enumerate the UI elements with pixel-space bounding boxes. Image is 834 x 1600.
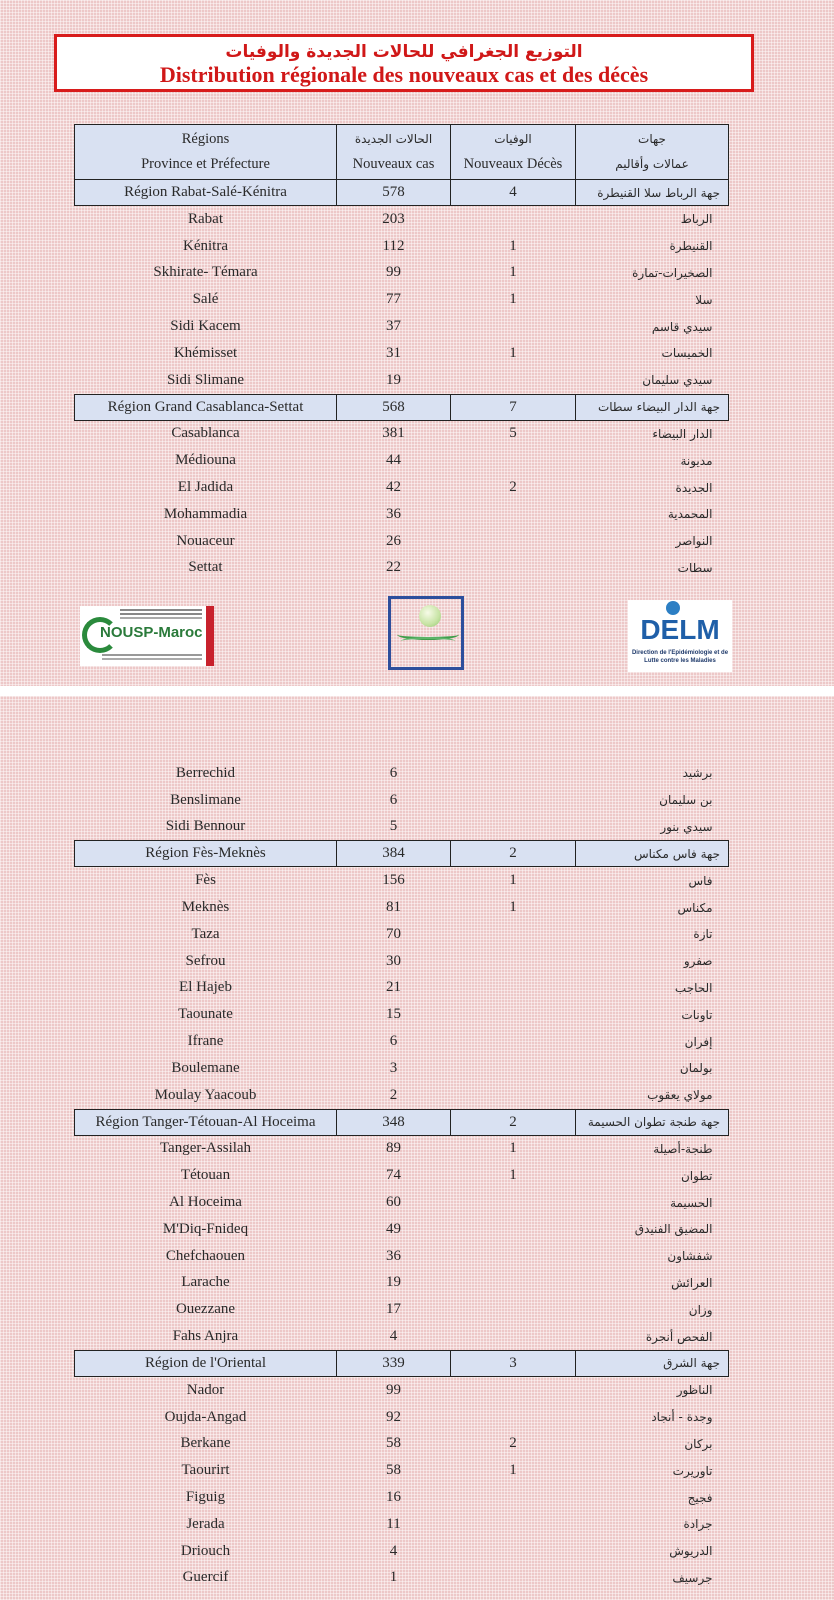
cell-new-deaths xyxy=(451,787,576,814)
title-box xyxy=(54,34,754,92)
cell-location-ar: بركان xyxy=(684,1436,713,1451)
cell-location-ar: بولمان xyxy=(679,1061,713,1076)
cell-new-cases: 112 xyxy=(382,237,405,254)
cell-new-deaths: 2 xyxy=(451,841,576,867)
cell-new-deaths: 1 xyxy=(509,1462,517,1479)
header-new-cases xyxy=(337,125,451,180)
cell-new-deaths: 4 xyxy=(451,180,576,206)
cell-new-deaths xyxy=(451,1028,576,1055)
cell-new-deaths xyxy=(451,1270,576,1297)
document-page-1 xyxy=(0,0,834,686)
cell-location-fr: Settat xyxy=(188,559,223,576)
table-row xyxy=(75,528,729,555)
cell-location-fr: Taza xyxy=(191,925,220,942)
header-regions-ar-line1: جهات xyxy=(638,132,666,146)
cell-location-ar: الصخيرات-تمارة xyxy=(632,265,713,280)
cell-location-ar: المحمدية xyxy=(667,507,713,522)
table-row xyxy=(75,286,729,313)
cell-location-fr: Région Fès-Meknès xyxy=(75,841,337,867)
cell-location-fr: Nouaceur xyxy=(176,532,235,549)
table-row xyxy=(75,474,729,501)
cell-location-fr: Sidi Bennour xyxy=(165,818,246,835)
cell-new-cases: 6 xyxy=(389,791,398,808)
table-row xyxy=(75,447,729,474)
cell-new-deaths: 1 xyxy=(509,1167,517,1184)
table-row xyxy=(75,1189,729,1216)
header-regions-ar-line2: عمالات وأقاليم xyxy=(615,157,689,171)
delm-logo xyxy=(628,600,732,672)
cell-new-cases: 81 xyxy=(386,899,401,916)
cell-location-ar: سطات xyxy=(677,560,713,575)
table-row xyxy=(75,1216,729,1243)
table-header-row xyxy=(75,125,729,180)
cell-new-deaths: 3 xyxy=(451,1350,576,1376)
delm-dot-icon xyxy=(666,601,680,615)
table-row xyxy=(75,787,729,814)
cell-new-cases: 4 xyxy=(389,1328,398,1345)
document-page-2 xyxy=(0,696,834,1600)
cell-new-cases: 19 xyxy=(386,1274,401,1291)
cell-location-ar: النواصر xyxy=(675,534,713,549)
cell-location-ar: برشيد xyxy=(682,766,713,781)
cell-location-ar: فاس xyxy=(688,873,713,888)
cell-new-cases: 1 xyxy=(389,1569,398,1586)
cell-location-fr: Skhirate- Témara xyxy=(153,264,258,281)
table-row xyxy=(75,206,729,233)
cell-new-deaths: 1 xyxy=(509,1140,517,1157)
cell-location-ar: جهة فاس مكناس xyxy=(576,841,729,867)
cell-location-ar: جرسيف xyxy=(672,1570,713,1585)
cell-new-cases: 99 xyxy=(386,264,401,281)
cell-new-cases: 21 xyxy=(386,979,401,996)
cell-location-fr: Région Rabat-Salé-Kénitra xyxy=(75,180,337,206)
table-row xyxy=(75,948,729,975)
cell-new-deaths xyxy=(451,1216,576,1243)
table-row xyxy=(75,1323,729,1350)
cell-new-deaths xyxy=(451,1323,576,1350)
cell-new-cases: 4 xyxy=(389,1542,398,1559)
title-arabic: التوزيع الجغرافي للحالات الجديدة والوفيات xyxy=(225,42,583,62)
header-new-cases-ar: الحالات الجديدة xyxy=(354,132,433,146)
cell-location-fr: El Jadida xyxy=(177,479,234,496)
table-row xyxy=(75,1270,729,1297)
table-row xyxy=(75,1162,729,1189)
cell-new-cases: 37 xyxy=(386,318,401,335)
cell-new-deaths xyxy=(451,1538,576,1565)
cell-location-fr: Al Hoceima xyxy=(169,1194,242,1211)
cell-new-deaths xyxy=(451,1082,576,1109)
cell-location-ar: القنيطرة xyxy=(669,239,713,254)
cell-location-ar: العرائش xyxy=(671,1275,713,1290)
cell-location-ar: المضيق الفنيدق xyxy=(634,1222,713,1237)
table-row xyxy=(75,1565,729,1592)
cell-location-fr: Figuig xyxy=(185,1489,226,1506)
table-row xyxy=(75,1457,729,1484)
cell-new-deaths: 1 xyxy=(509,899,517,916)
table-row xyxy=(75,867,729,894)
cell-location-fr: Ouezzane xyxy=(175,1301,236,1318)
cell-new-deaths xyxy=(451,313,576,340)
cell-new-deaths xyxy=(451,1565,576,1592)
table-row xyxy=(75,501,729,528)
cell-location-fr: Tétouan xyxy=(180,1167,231,1184)
cell-location-ar: الناظور xyxy=(676,1383,713,1398)
header-regions-line2: Province et Préfecture xyxy=(141,156,270,172)
cell-location-ar: الدريوش xyxy=(669,1544,713,1559)
cell-new-cases: 381 xyxy=(382,425,405,442)
cell-location-fr: Taounate xyxy=(178,1006,233,1023)
cell-new-cases: 26 xyxy=(386,532,401,549)
cell-new-deaths: 1 xyxy=(509,344,517,361)
cell-location-ar: سيدي قاسم xyxy=(651,319,713,334)
region-row xyxy=(75,841,729,867)
cell-new-cases: 339 xyxy=(337,1350,451,1376)
emblem-globe-icon xyxy=(419,605,441,627)
title-french: Distribution régionale des nouveaux cas et des décès xyxy=(159,62,649,87)
table-row xyxy=(75,1001,729,1028)
cell-new-deaths xyxy=(451,1001,576,1028)
cell-new-deaths: 2 xyxy=(509,1435,517,1452)
cell-new-deaths xyxy=(451,501,576,528)
cell-location-fr: Salé xyxy=(192,291,219,308)
cell-location-fr: Berrechid xyxy=(175,764,236,781)
cell-location-fr: Médiouna xyxy=(175,452,236,469)
cell-new-cases: 203 xyxy=(382,210,405,227)
cell-location-ar: جهة الشرق xyxy=(576,1350,729,1376)
cell-new-cases: 92 xyxy=(386,1408,401,1425)
table-row xyxy=(75,760,729,787)
cell-location-ar: جهة الرباط سلا القنيطرة xyxy=(576,180,729,206)
cell-new-cases: 58 xyxy=(386,1462,401,1479)
cell-new-cases: 42 xyxy=(386,479,401,496)
delm-logo-subtitle: Direction de l'Epidémiologie et de Lutte contre les Maladies xyxy=(631,650,729,664)
table-row xyxy=(75,420,729,447)
cell-location-ar: تاوريرت xyxy=(672,1463,713,1478)
cell-new-cases: 348 xyxy=(337,1109,451,1135)
cell-new-cases: 70 xyxy=(386,925,401,942)
cell-new-cases: 30 xyxy=(386,952,401,969)
ministry-emblem-logo xyxy=(388,596,464,670)
cell-location-fr: Ifrane xyxy=(187,1033,224,1050)
header-new-cases-fr: Nouveaux cas xyxy=(352,156,435,172)
cell-location-fr: Oujda-Angad xyxy=(164,1408,247,1425)
table-row xyxy=(75,1028,729,1055)
header-regions-line1: Régions xyxy=(181,131,230,147)
cell-new-deaths xyxy=(451,921,576,948)
cell-new-cases: 384 xyxy=(337,841,451,867)
cell-new-cases: 578 xyxy=(337,180,451,206)
cell-location-fr: Mohammadia xyxy=(163,505,248,522)
table-row xyxy=(75,260,729,287)
table-row xyxy=(75,1538,729,1565)
cell-location-fr: El Hajeb xyxy=(179,979,232,996)
cell-location-fr: Casablanca xyxy=(171,425,240,442)
cell-new-cases: 6 xyxy=(389,764,398,781)
cell-new-deaths xyxy=(451,528,576,555)
cell-new-cases: 156 xyxy=(382,872,405,889)
cell-new-deaths: 1 xyxy=(509,291,517,308)
table-row xyxy=(75,233,729,260)
cell-location-ar: الدار البيضاء xyxy=(652,426,713,441)
cell-location-fr: Kénitra xyxy=(183,237,228,254)
cell-location-ar: وجدة - أنجاد xyxy=(651,1410,713,1425)
cell-new-cases: 58 xyxy=(386,1435,401,1452)
table-row xyxy=(75,814,729,841)
cell-location-ar: مولاي يعقوب xyxy=(647,1088,713,1103)
cell-new-deaths: 2 xyxy=(451,1109,576,1135)
region-row xyxy=(75,394,729,420)
cell-location-fr: Chefchaouen xyxy=(165,1247,246,1264)
cell-new-deaths xyxy=(451,206,576,233)
cell-new-cases: 99 xyxy=(386,1381,401,1398)
cell-location-fr: Tanger-Assilah xyxy=(159,1140,252,1157)
cell-new-deaths xyxy=(451,1484,576,1511)
page-separator xyxy=(0,686,834,696)
cell-new-cases: 17 xyxy=(386,1301,401,1318)
cell-location-ar: سيدي بنور xyxy=(660,819,713,834)
cell-location-fr: Guercif xyxy=(182,1569,229,1586)
table-row xyxy=(75,1243,729,1270)
cell-new-cases: 36 xyxy=(386,505,401,522)
cell-new-cases: 49 xyxy=(386,1220,401,1237)
cell-location-fr: Khémisset xyxy=(173,344,238,361)
cell-new-deaths xyxy=(451,948,576,975)
table-row xyxy=(75,555,729,582)
cell-location-fr: Larache xyxy=(181,1274,230,1291)
cell-new-cases: 60 xyxy=(386,1194,401,1211)
cell-new-deaths xyxy=(451,1511,576,1538)
cell-new-cases: 31 xyxy=(386,344,401,361)
cell-new-deaths: 1 xyxy=(509,264,517,281)
cell-location-fr: Nador xyxy=(186,1381,225,1398)
cell-location-fr: Jerada xyxy=(186,1515,225,1532)
cell-new-cases: 74 xyxy=(386,1167,401,1184)
table-row xyxy=(75,1082,729,1109)
table-row xyxy=(75,367,729,394)
table-row xyxy=(75,1376,729,1403)
cell-location-ar: فجيج xyxy=(687,1490,713,1505)
cell-location-ar: مكناس xyxy=(677,900,713,915)
table-row xyxy=(75,1484,729,1511)
cell-location-fr: Fahs Anjra xyxy=(172,1328,239,1345)
table-row xyxy=(75,1296,729,1323)
cell-new-cases: 15 xyxy=(386,1006,401,1023)
cell-location-ar: صفرو xyxy=(683,954,713,969)
cell-location-ar: جهة طنجة تطوان الحسيمة xyxy=(576,1109,729,1135)
cell-new-cases: 77 xyxy=(386,291,401,308)
cell-location-fr: Sidi Slimane xyxy=(166,371,245,388)
cell-new-deaths xyxy=(451,1376,576,1403)
table-row xyxy=(75,1135,729,1162)
cell-location-ar: الجديدة xyxy=(675,480,713,495)
cell-location-ar: الفحص أنجرة xyxy=(645,1329,713,1344)
cell-new-cases: 16 xyxy=(386,1489,401,1506)
cell-new-deaths: 5 xyxy=(509,425,517,442)
cell-location-fr: Meknès xyxy=(181,899,230,916)
cell-new-cases: 19 xyxy=(386,371,401,388)
table-row xyxy=(75,313,729,340)
cell-location-fr: Berkane xyxy=(180,1435,231,1452)
cell-new-deaths xyxy=(451,1296,576,1323)
cell-new-cases: 2 xyxy=(389,1086,398,1103)
cell-location-ar: شفشاون xyxy=(667,1249,713,1264)
distribution-table-part-2 xyxy=(74,760,729,1591)
cell-location-ar: تطوان xyxy=(680,1168,713,1183)
cell-new-cases: 11 xyxy=(386,1515,401,1532)
cell-location-fr: Sidi Kacem xyxy=(170,318,241,335)
cell-location-ar: الحاجب xyxy=(674,980,713,995)
header-regions-ar xyxy=(576,125,729,180)
table-row xyxy=(75,340,729,367)
region-row xyxy=(75,180,729,206)
nousp-maroc-logo xyxy=(80,606,214,666)
delm-logo-text: DELM xyxy=(640,614,720,645)
cell-new-cases: 3 xyxy=(389,1059,398,1076)
cell-new-cases: 44 xyxy=(386,452,401,469)
cell-location-ar: إفران xyxy=(684,1034,713,1049)
header-new-deaths-ar: الوفيات xyxy=(494,132,532,146)
cell-new-cases: 89 xyxy=(386,1140,401,1157)
cell-location-ar: طنجة-أصيلة xyxy=(653,1141,713,1156)
cell-new-deaths: 1 xyxy=(509,237,517,254)
table-row xyxy=(75,894,729,921)
cell-new-deaths xyxy=(451,975,576,1002)
table-row xyxy=(75,1511,729,1538)
region-row xyxy=(75,1350,729,1376)
cell-location-ar: جهة الدار البيضاء سطات xyxy=(576,394,729,420)
region-row xyxy=(75,1109,729,1135)
cell-location-fr: Région Grand Casablanca-Settat xyxy=(75,394,337,420)
cell-location-fr: Moulay Yaacoub xyxy=(154,1086,257,1103)
table-row xyxy=(75,921,729,948)
cell-location-ar: تاونات xyxy=(681,1007,713,1022)
cell-location-fr: Sefrou xyxy=(185,952,226,969)
header-regions xyxy=(75,125,337,180)
cell-location-fr: Taourirt xyxy=(181,1462,230,1479)
table-row xyxy=(75,1055,729,1082)
header-new-deaths xyxy=(451,125,576,180)
cell-location-ar: بن سليمان xyxy=(659,793,713,808)
cell-location-fr: M'Diq-Fnideq xyxy=(162,1220,249,1237)
cell-new-cases: 22 xyxy=(386,559,401,576)
table-row xyxy=(75,1431,729,1458)
cell-new-deaths xyxy=(451,447,576,474)
cell-new-deaths xyxy=(451,555,576,582)
cell-new-deaths xyxy=(451,367,576,394)
cell-location-fr: Fès xyxy=(195,872,216,889)
cell-location-ar: مديونة xyxy=(680,453,713,468)
cell-new-cases: 568 xyxy=(337,394,451,420)
cell-new-deaths xyxy=(451,1404,576,1431)
cell-new-deaths xyxy=(451,1055,576,1082)
cell-location-ar: سيدي سليمان xyxy=(642,373,713,388)
cell-location-fr: Driouch xyxy=(180,1542,231,1559)
cell-location-fr: Boulemane xyxy=(171,1059,240,1076)
cell-new-deaths xyxy=(451,1243,576,1270)
cell-location-fr: Rabat xyxy=(188,210,223,227)
cell-location-ar: الحسيمة xyxy=(670,1195,713,1210)
cell-new-deaths xyxy=(451,1189,576,1216)
table-row xyxy=(75,975,729,1002)
header-new-deaths-fr: Nouveaux Décès xyxy=(463,156,563,172)
cell-new-cases: 36 xyxy=(386,1247,401,1264)
cell-location-ar: جرادة xyxy=(683,1517,713,1532)
cell-location-fr: Région Tanger-Tétouan-Al Hoceima xyxy=(75,1109,337,1135)
cell-location-ar: تازة xyxy=(693,927,713,942)
cell-location-ar: الرباط xyxy=(680,212,713,227)
cell-new-deaths xyxy=(451,760,576,787)
cell-new-cases: 6 xyxy=(389,1033,398,1050)
cell-new-deaths: 7 xyxy=(451,394,576,420)
nousp-logo-text: NOUSP-Maroc xyxy=(100,624,203,641)
cell-location-fr: Benslimane xyxy=(170,791,241,808)
cell-location-ar: سلا xyxy=(695,292,713,307)
cell-new-cases: 5 xyxy=(389,818,398,835)
cell-location-fr: Région de l'Oriental xyxy=(75,1350,337,1376)
table-row xyxy=(75,1404,729,1431)
cell-location-ar: وزان xyxy=(688,1302,713,1317)
cell-location-ar: الخميسات xyxy=(661,346,713,361)
distribution-table-part-1 xyxy=(74,124,729,581)
cell-new-deaths: 2 xyxy=(509,479,517,496)
cell-new-deaths: 1 xyxy=(509,872,517,889)
cell-new-deaths xyxy=(451,814,576,841)
